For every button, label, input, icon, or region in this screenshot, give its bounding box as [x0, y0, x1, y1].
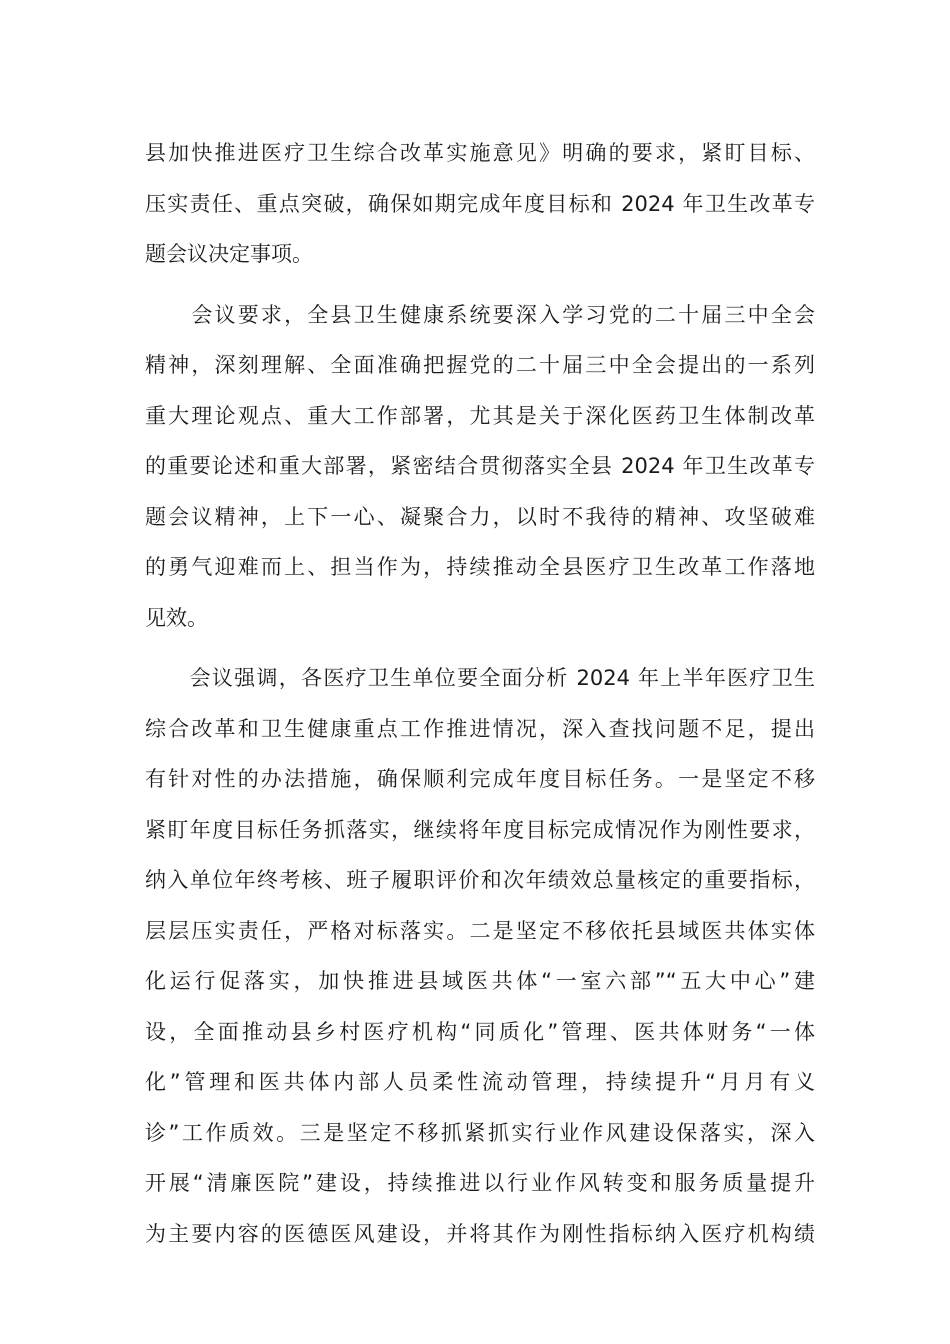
- text-line: 纳入单位年终考核、班子履职评价和次年绩效总量核定的重要指标，: [145, 868, 815, 892]
- text-line: 见效。: [145, 605, 208, 630]
- text-line: 的重要论述和重大部署，紧密结合贯彻落实全县 2024 年卫生改革专: [145, 454, 815, 478]
- text-line: 重大理论观点、重大工作部署，尤其是关于深化医药卫生体制改革: [145, 403, 815, 428]
- text-line: 会议强调，各医疗卫生单位要全面分析 2024 年上半年医疗卫生: [145, 666, 815, 690]
- text-line: 紧盯年度目标任务抓落实，继续将年度目标完成情况作为刚性要求，: [145, 817, 815, 842]
- text-line: 化运行促落实，加快推进县域医共体“一室六部”“五大中心”建: [145, 969, 815, 993]
- text-line: 诊”工作质效。三是坚定不移抓紧抓实行业作风建设保落实，深入: [145, 1120, 815, 1145]
- paragraph-3: [145, 653, 815, 1259]
- text-line: 为主要内容的医德医风建设，并将其作为刚性指标纳入医疗机构绩: [145, 1221, 815, 1246]
- paragraph-1: [145, 128, 815, 280]
- text-line: 开展“清廉医院”建设，持续推进以行业作风转变和服务质量提升: [145, 1171, 815, 1195]
- text-line: 题会议精神，上下一心、凝聚合力，以时不我待的精神、攻坚破难: [145, 504, 815, 529]
- paragraph-gap: [145, 643, 815, 653]
- text-line: 的勇气迎难而上、担当作为，持续推动全县医疗卫生改革工作落地: [145, 555, 815, 579]
- paragraph-gap: [145, 280, 815, 290]
- text-line: 会议要求，全县卫生健康系统要深入学习党的二十届三中全会: [145, 302, 815, 327]
- text-line: 有针对性的办法措施，确保顺利完成年度目标任务。一是坚定不移: [145, 767, 815, 791]
- text-line: 设，全面推动县乡村医疗机构“同质化”管理、医共体财务“一体: [145, 1019, 815, 1044]
- text-line: 层层压实责任，严格对标落实。二是坚定不移依托县域医共体实体: [145, 918, 815, 943]
- text-line: 县加快推进医疗卫生综合改革实施意见》明确的要求，紧盯目标、: [145, 141, 815, 165]
- text-line: 化”管理和医共体内部人员柔性流动管理，持续提升“月月有义: [145, 1070, 815, 1094]
- text-line: 综合改革和卫生健康重点工作推进情况，深入查找问题不足，提出: [145, 716, 815, 741]
- text-line: 题会议决定事项。: [145, 242, 313, 266]
- text-line: 精神，深刻理解、全面准确把握党的二十届三中全会提出的一系列: [145, 353, 815, 377]
- paragraph-2: [145, 290, 815, 644]
- document-body: [145, 128, 815, 1259]
- text-line: 压实责任、重点突破，确保如期完成年度目标和 2024 年卫生改革专: [145, 191, 815, 216]
